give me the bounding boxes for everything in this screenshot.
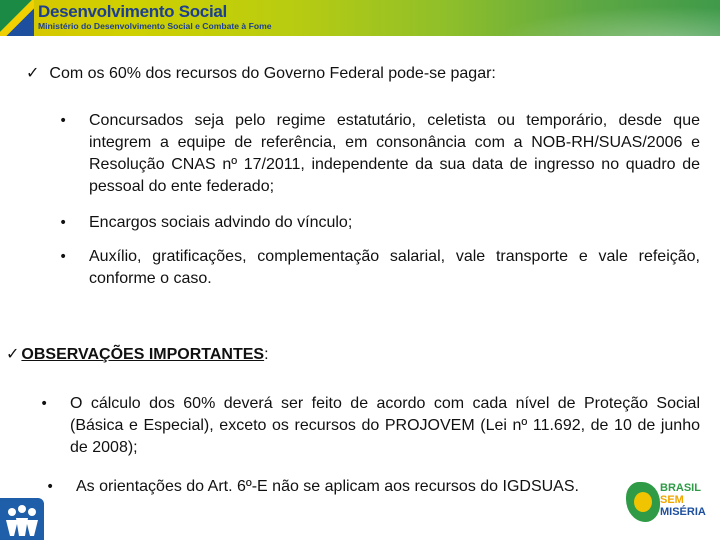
sun-icon	[634, 492, 652, 512]
section2-heading-text: OBSERVAÇÕES IMPORTANTES	[21, 346, 265, 363]
section1-heading-text: Com os 60% dos recursos do Governo Federal pode-se pagar:	[49, 65, 496, 82]
list-item-text: O cálculo dos 60% deverá ser feito de acordo com cada nível de Proteção Social (Básica e Especial), exceto os recursos do PROJOVEM (Lei nº 11.692, de 10 de junho de 2008);	[70, 395, 700, 456]
logo-word: SEM	[660, 494, 684, 506]
checkmark-icon: ✓	[6, 344, 20, 363]
checkmark-icon: ✓	[26, 63, 40, 82]
list-item-text: As orientações do Art. 6º-E não se aplicam aos recursos do IGDSUAS.	[76, 478, 579, 495]
section1-heading	[26, 63, 496, 84]
bullet-icon: •	[40, 396, 49, 412]
list-item-text: Concursados seja pelo regime estatutário, celetista ou temporário, desde que integrem a equipe de referência, em consonância com a NOB-RH/SUAS/2006 e Resolução CNAS nº 17/2011, independente da sua data de ingresso no quadro de pessoal do ente federado;	[89, 112, 700, 195]
brasil-sem-miseria-logo	[626, 474, 720, 540]
section2-heading	[6, 344, 269, 365]
section2-heading-suffix: :	[264, 346, 269, 363]
list-item	[59, 212, 700, 234]
ministry-logo	[0, 498, 44, 540]
bullet-icon: •	[59, 113, 68, 129]
list-item-text: Encargos sociais advindo do vínculo;	[89, 214, 353, 231]
flag-corner	[0, 0, 34, 36]
people-icon	[0, 498, 44, 540]
bullet-icon: •	[59, 215, 68, 231]
list-item	[59, 110, 700, 198]
logo-word: MISÉRIA	[660, 506, 706, 518]
list-item	[59, 246, 700, 290]
list-item	[40, 393, 700, 459]
list-item-text: Auxílio, gratificações, complementação salarial, vale transporte e vale refeição, conforme o caso.	[89, 248, 700, 287]
bullet-icon: •	[46, 479, 55, 495]
bullet-icon: •	[59, 249, 68, 265]
header-title: Desenvolvimento Social	[38, 2, 227, 21]
header-decoration	[460, 0, 720, 36]
logo-word: BRASIL	[660, 482, 701, 494]
header-subtitle: Ministério do Desenvolvimento Social e Combate à Fome	[38, 21, 272, 31]
list-item	[46, 476, 676, 498]
header-banner	[0, 0, 720, 36]
